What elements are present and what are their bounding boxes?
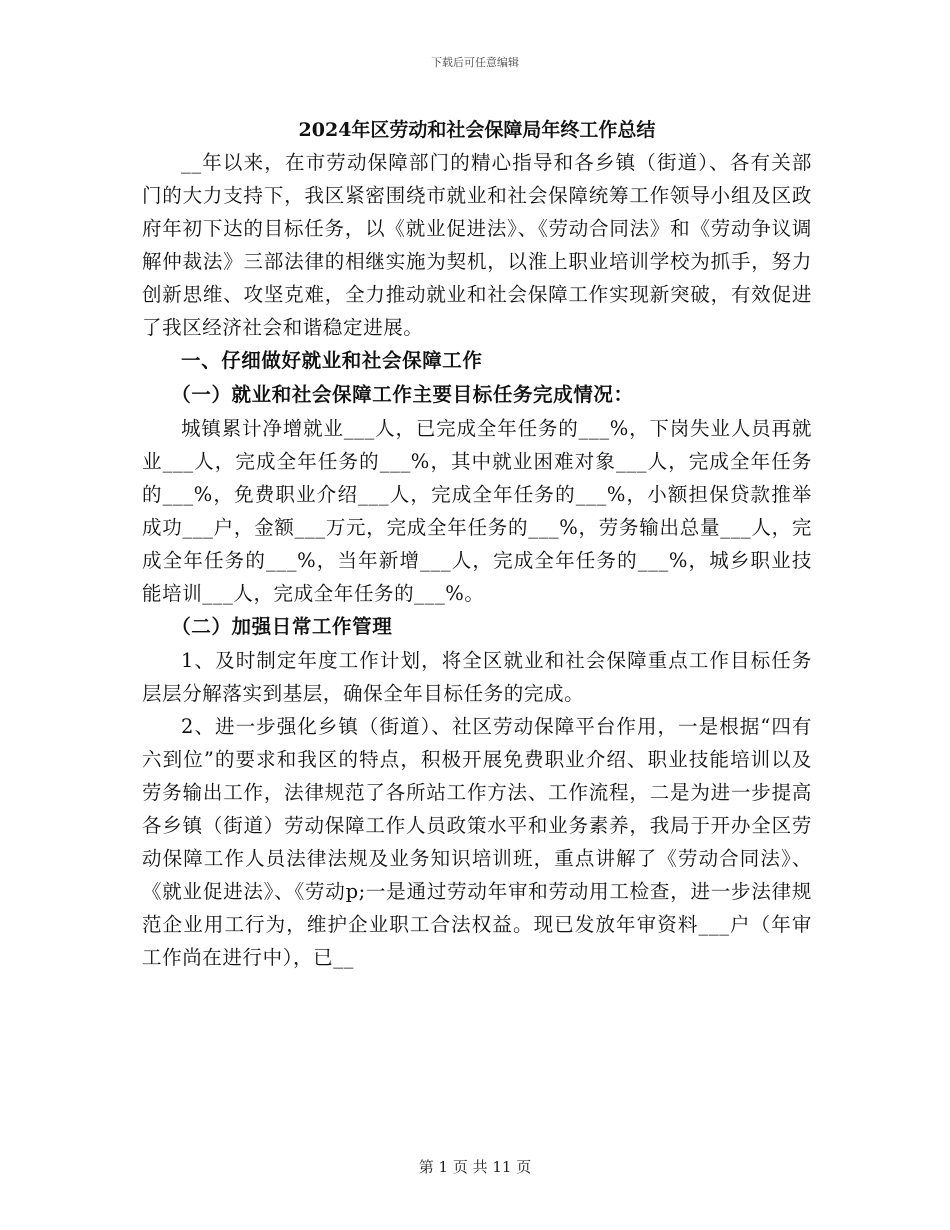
document-body [142,114,812,974]
list-item: 1、及时制定年度工作计划，将全区就业和社会保障重点工作目标任务层层分解落实到基层，确保全年目标任务的完成。 [142,649,812,705]
document-title: 2024年区劳动和社会保障局年终工作总结 [298,119,656,141]
subsection-heading: （二）加强日常工作管理 [171,615,393,638]
list-item: 2、进一步强化乡镇（街道）、社区劳动保障平台作用，一是根据“四有六到位”的要求和我区的特点，积极开展免费职业介绍、职业技能培训以及劳务输出工作，法律规范了各所站工作方法、工作流程，二是为进一步提高各乡镇（街道）劳动保障工作人员政策水平和业务素养，我局于开办全区劳动保障工作人员法律法规及业务知识培训班，重点讲解了《劳动合同法》、《就业促进法》、《劳动p;一是通过劳动年审和劳动用工检查，进一步法律规范企业用工行为，维护企业职工合法权益。现已发放年审资料___户（年审工作尚在进行中），已__ [142,715,812,969]
section-heading: 一、仔细做好就业和社会保障工作 [181,349,483,372]
intro-paragraph: __年以来，在市劳动保障部门的精心指导和各乡镇（街道）、各有关部门的大力支持下，我区紧密围绕市就业和社会保障统筹工作领导小组及区政府年初下达的目标任务，以《就业促进法》、《劳动合同法》和《劳动争议调解仲裁法》三部法律的相继实施为契机，以淮上职业培训学校为抓手，努力创新思维、攻坚克难，全力推动就业和社会保障工作实现新突破，有效促进了我区经济社会和谐稳定进展。 [142,151,812,339]
subsection-heading: （一）就业和社会保障工作主要目标任务完成情况： [171,383,634,406]
page-header: 下载后可任意编辑 [431,56,519,69]
targets-paragraph: 城镇累计净增就业___人，已完成全年任务的___%，下岗失业人员再就业___人，完成全年任务的___%，其中就业困难对象___人，完成全年任务的___%，免费职业介绍___人，完成全年任务的___%，小额担保贷款推举成功___户，金额___万元，完成全年任务的___%，劳务输出总量___人，完成全年任务的___%，当年新增___人，完成全年任务的___%，城乡职业技能培训___人，完成全年任务的___%。 [142,417,812,605]
page-footer: 第 1 页 共 11 页 [418,1158,532,1176]
